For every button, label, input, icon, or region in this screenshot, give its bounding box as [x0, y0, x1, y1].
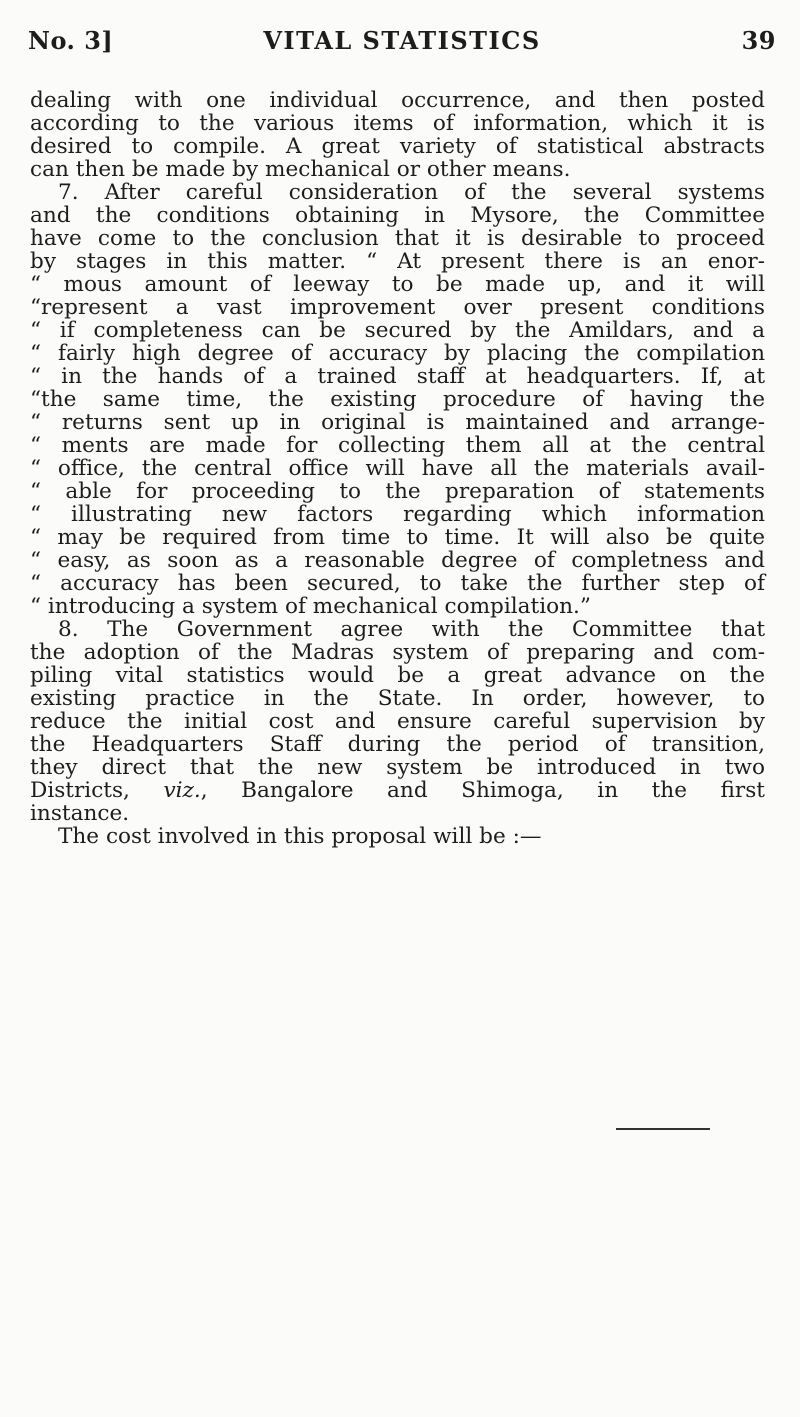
text-line: “ in the hands of a trained staff at headquarters. If, at	[30, 364, 765, 389]
text-line: instance.	[30, 801, 130, 826]
running-title: VITAL STATISTICS	[263, 26, 541, 55]
text-line: can then be made by mechanical or other means.	[30, 157, 571, 182]
text-line: “ may be required from time to time. It will also be quite	[30, 525, 765, 550]
text-line: piling vital statistics would be a great advance on the	[30, 663, 765, 688]
table-row	[42, 956, 742, 984]
text-line: 7. After careful consideration of the several systems	[58, 180, 765, 205]
text-line: “the same time, the existing procedure of having the	[30, 387, 765, 412]
page-header	[28, 26, 776, 66]
text-line: “represent a vast improvement over present conditions	[30, 295, 765, 320]
text-line: “ office, the central office will have all the materials avail-	[30, 456, 765, 481]
text-line: reduce the initial cost and ensure careful supervision by	[30, 709, 765, 734]
table-row	[42, 986, 742, 1014]
text-line: “ able for proceeding to the preparation of statements	[30, 479, 765, 504]
text-line: “ ments are made for collecting them all at the central	[30, 433, 765, 458]
text-line: “ easy, as soon as a reasonable degree of completness and	[30, 548, 765, 573]
total-rule	[616, 1128, 710, 1130]
text-line: “ fairly high degree of accuracy by placing the compilation	[30, 341, 765, 366]
text-line: by stages in this matter. “ At present there is an enor-	[30, 249, 765, 274]
text-line: they direct that the new system be introduced in two	[30, 755, 765, 780]
text-line: according to the various items of information, which it is	[30, 111, 765, 136]
text-line: and the conditions obtaining in Mysore, the Committee	[30, 203, 765, 228]
text-line: have come to the conclusion that it is desirable to proceed	[30, 226, 765, 251]
text-line: the adoption of the Madras system of preparing and com-	[30, 640, 765, 665]
text-line: The cost involved in this proposal will be :—	[58, 824, 542, 849]
table-row	[42, 1016, 742, 1044]
text-line: “ if completeness can be secured by the Amildars, and a	[30, 318, 765, 343]
text-line: existing practice in the State. In order, however, to	[30, 686, 765, 711]
text-line: desired to compile. A great variety of statistical abstracts	[30, 134, 765, 159]
viz-abbrev: viz.	[163, 778, 201, 803]
text-line: “ returns sent up in original is maintained and arrange-	[30, 410, 765, 435]
table-row	[42, 1046, 742, 1074]
text-line: “ accuracy has been secured, to take the further step of	[30, 571, 765, 596]
issue-number: No. 3]	[28, 26, 114, 55]
text-line: dealing with one individual occurrence, and then posted	[30, 88, 765, 113]
text-line: 8. The Government agree with the Committee that	[58, 617, 765, 642]
page-number: 39	[741, 26, 776, 55]
text-line: “ introducing a system of mechanical compilation.”	[30, 594, 591, 619]
text-line: Districts, viz., Bangalore and Shimoga, in the first	[30, 778, 765, 803]
text-line: the Headquarters Staff during the period of transition,	[30, 732, 765, 757]
text-line: “ illustrating new factors regarding which information	[30, 502, 765, 527]
text-line: “ mous amount of leeway to be made up, and it will	[30, 272, 765, 297]
